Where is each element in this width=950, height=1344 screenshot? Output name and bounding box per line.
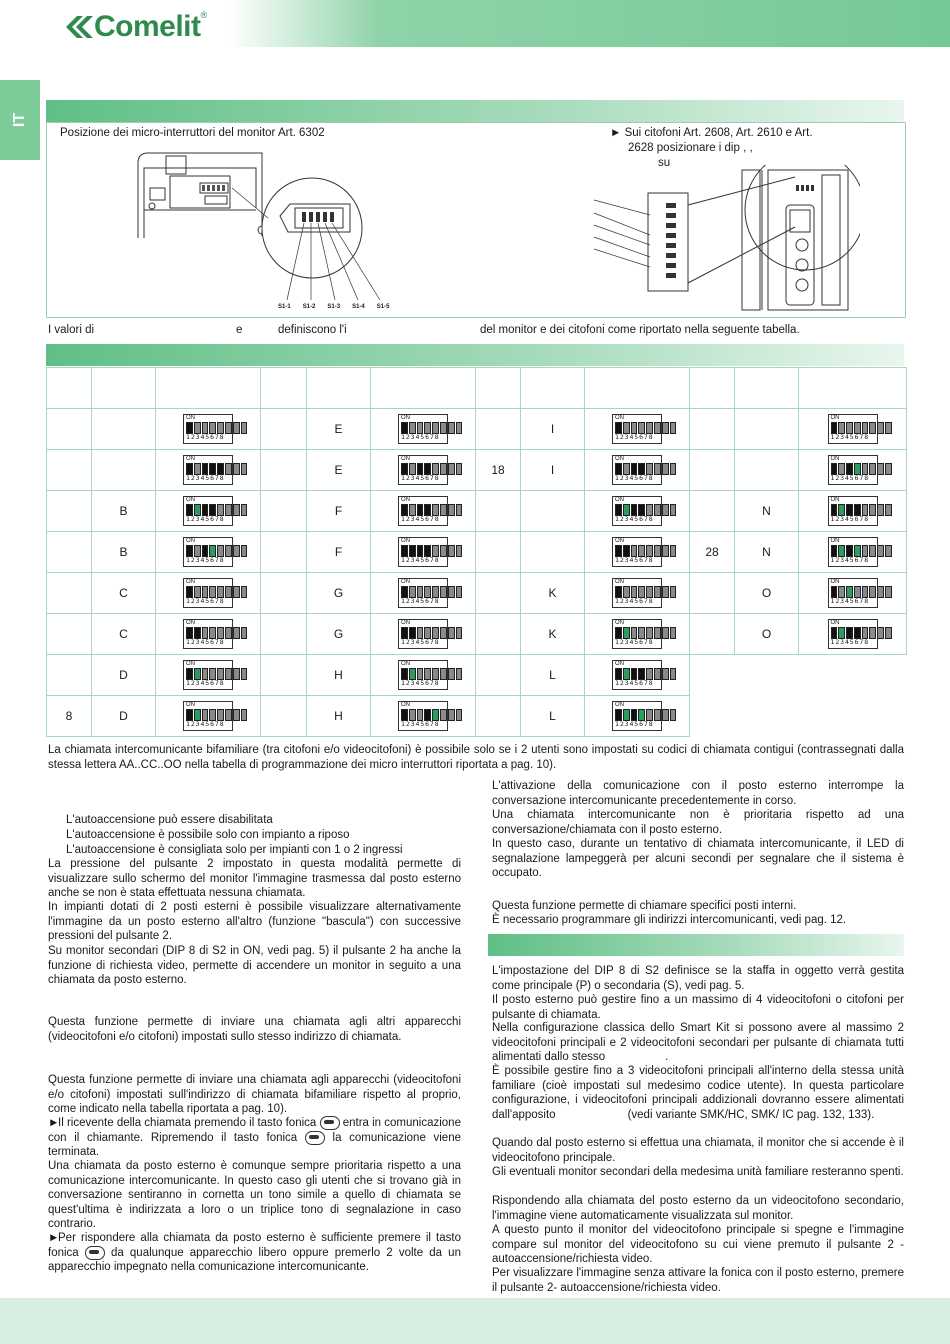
dip-on-label: ON [615, 497, 624, 503]
dip-numbers: 12345678 [615, 720, 654, 728]
dip-numbers: 12345678 [401, 679, 440, 687]
left-para-5: Questa funzione permette di inviare una chiamata agli apparecchi (videocitofoni e/o citofoni) impostati sull'indirizzo di chiamata bifamiliare rispetto al proprio, come indicato nella tabella riportata a pag. 10). [48, 1074, 461, 1115]
letter-cell: H [307, 696, 371, 737]
dip-on-label: ON [401, 661, 410, 667]
dip-switch-icon [183, 537, 233, 567]
code-cell [47, 532, 92, 573]
dip-numbers: 12345678 [186, 679, 225, 687]
dip-on-label: ON [401, 620, 410, 626]
letter-cell: G [307, 614, 371, 655]
letter-cell: F [307, 491, 371, 532]
dip-cell [371, 450, 476, 491]
right-para-9-text: È possibile gestire fino a 3 videocitofoni principali all'interno della stessa unità familiare (cioè impostati sul medesimo codice utente). In questa particolare configurazione, i videocitofoni principali addizionali dovranno essere alimentati dall'apposito [492, 1065, 904, 1121]
right-para-1: L'attivazione della comunicazione con il posto esterno interrompe la conversazione intercomunicante precedentemente in corso. [492, 780, 904, 807]
letter-cell: B [92, 491, 156, 532]
dip-cell [371, 614, 476, 655]
bullet-arrow-icon: ► [48, 1117, 60, 1130]
dip-on-label: ON [615, 456, 624, 462]
code-cell [476, 532, 521, 573]
programming-table [46, 367, 907, 737]
letter-cell: I [521, 409, 585, 450]
dip-cell [799, 532, 907, 573]
letter-cell: L [521, 655, 585, 696]
dip-on-label: ON [401, 497, 410, 503]
dip-cell [156, 409, 261, 450]
letter-cell [735, 409, 799, 450]
dip-on-label: ON [830, 456, 840, 462]
dip-numbers: 12345678 [615, 433, 654, 441]
code-cell [261, 409, 307, 450]
s1-5-label: S1-5 [376, 304, 390, 310]
autoaccensione-2: L'autoaccensione è possibile solo con impianto a riposo [66, 829, 350, 841]
figure-caption-right-1: ► Sui citofoni Art. 2608, Art. 2610 e Art. [610, 127, 813, 139]
dip-switch-icon [183, 455, 233, 485]
dip-numbers: 12345678 [830, 597, 870, 605]
dip-cell [156, 450, 261, 491]
dip-on-label: ON [615, 538, 624, 544]
dip-numbers: 12345678 [615, 556, 654, 564]
left-para-6: Una chiamata da posto esterno è comunque sempre prioritaria rispetto a una comunicazione intercomunicante. In questo caso gli utenti che si trovano già in conversazione sentiranno in cornetta un tono simile a quello di chiamata se quest'ultima è indirizzata a loro o un triplice tono di segnalazione in caso contrario. [48, 1160, 461, 1230]
letter-cell: N [735, 532, 799, 573]
dip-numbers: 12345678 [615, 638, 654, 646]
brand-name: Comelit [94, 10, 201, 43]
letter-cell: C [92, 614, 156, 655]
dip-switch-icon [398, 660, 448, 690]
dip-on-label: ON [186, 415, 195, 421]
right-para-5: È necessario programmare gli indirizzi intercomunicanti, vedi pag. 12. [492, 914, 847, 926]
dip-cell [585, 491, 690, 532]
dip-numbers: 12345678 [401, 720, 440, 728]
table-row [47, 409, 907, 450]
dip-numbers: 12345678 [186, 556, 225, 564]
code-cell [476, 409, 521, 450]
s1-2-label: S1-2 [302, 304, 316, 310]
code-cell [476, 573, 521, 614]
code-cell [47, 573, 92, 614]
s1-3-label: S1-3 [327, 304, 341, 310]
left-bullet-2 [48, 1231, 461, 1275]
phone-key-icon [85, 1246, 105, 1260]
letter-cell: H [307, 655, 371, 696]
dip-cell [799, 450, 907, 491]
code-cell [261, 696, 307, 737]
autoaccensione-1: L'autoaccensione può essere disabilitata [66, 814, 273, 826]
dip-numbers: 12345678 [401, 638, 440, 646]
dip-cell [585, 409, 690, 450]
dip-numbers: 12345678 [830, 515, 870, 523]
left-para-4: Questa funzione permette di inviare una chiamata agli altri apparecchi (videocitofoni e/o citofoni) impostati sullo stesso indirizzo di chiamata. [48, 1016, 461, 1043]
letter-cell: G [307, 573, 371, 614]
dip-switch-icon [828, 537, 878, 567]
dip-numbers: 12345678 [401, 474, 440, 482]
table-header-row [47, 368, 907, 409]
dip-switch-icon [828, 578, 878, 608]
right-para-7: Il posto esterno può gestire fino a un massimo di 4 videocitofoni o citofoni per pulsante di chiamata. [492, 994, 904, 1021]
right-para-3: In questo caso, durante un tentativo di chiamata intercomunicante, il LED di segnalazione lampeggerà per alcuni secondi per segnalare che il sistema è occupato. [492, 838, 904, 879]
dip-on-label: ON [186, 661, 195, 667]
dip-numbers: 12345678 [186, 474, 225, 482]
header-cell [585, 368, 690, 409]
table-row [47, 450, 907, 491]
letter-cell [92, 450, 156, 491]
dip-switch-icon [612, 619, 662, 649]
right-para-9-tail: (vedi variante SMK/HC, SMK/ IC pag. 132, 133). [627, 1108, 875, 1121]
dip-cell [585, 450, 690, 491]
header-cell [92, 368, 156, 409]
dip-cell [156, 614, 261, 655]
table-row [47, 573, 907, 614]
dip-cell [799, 491, 907, 532]
dip-switch-icon [398, 619, 448, 649]
table-row [47, 614, 907, 655]
dip-on-label: ON [615, 620, 624, 626]
dip-on-label: ON [830, 497, 840, 503]
dip-switch-icon [828, 619, 878, 649]
dip-numbers: 12345678 [830, 556, 870, 564]
bullet-1-text-c: la comunicazione viene terminata. [48, 1131, 461, 1159]
dip-on-label: ON [615, 579, 624, 585]
dip-switch-icon [828, 496, 878, 526]
dip-cell [585, 696, 690, 737]
dip-cell [156, 655, 261, 696]
bullet-2-text-b: da qualunque apparecchio libero oppure premerlo 2 volte da un apparecchio impegnato nella comunicazione intercomunicante. [48, 1246, 461, 1274]
code-cell [476, 696, 521, 737]
code-cell [261, 532, 307, 573]
header-cell [47, 368, 92, 409]
right-para-8 [492, 1021, 904, 1065]
dip-switch-icon [612, 414, 662, 444]
s1-labels [278, 304, 389, 310]
dip-numbers: 12345678 [615, 679, 654, 687]
letter-cell: O [735, 614, 799, 655]
dip-cell [799, 614, 907, 655]
dip-cell [585, 573, 690, 614]
dip-switch-icon [612, 496, 662, 526]
dip-on-label: ON [615, 415, 624, 421]
dip-cell [156, 532, 261, 573]
phone-key-icon [305, 1131, 325, 1145]
dip-on-label: ON [830, 415, 840, 421]
intro-part-2: e [236, 324, 243, 336]
table-row [47, 655, 907, 696]
dip-on-label: ON [401, 415, 410, 421]
dip-switch-icon [398, 578, 448, 608]
code-cell [261, 573, 307, 614]
code-cell [47, 409, 92, 450]
dip-numbers: 12345678 [830, 638, 870, 646]
dip-on-label: ON [615, 702, 624, 708]
dip-numbers: 12345678 [401, 597, 440, 605]
dip-on-label: ON [830, 538, 840, 544]
header-cell [799, 368, 907, 409]
dip-numbers: 12345678 [830, 474, 870, 482]
right-para-8-text: Nella configurazione classica dello Smart Kit si possono avere al massimo 2 videocitofoni principali e 2 videocitofoni secondari per pulsante di chiamata tutti alimentati dallo stesso [492, 1022, 904, 1063]
section-band-dip-position [46, 100, 904, 122]
dip-switch-icon [398, 537, 448, 567]
code-cell [47, 491, 92, 532]
code-cell [690, 573, 735, 614]
code-cell [261, 655, 307, 696]
empty-cell [690, 696, 907, 737]
dip-cell [156, 696, 261, 737]
dip-on-label: ON [401, 579, 410, 585]
registered-mark: ® [200, 10, 208, 20]
letter-cell [521, 491, 585, 532]
dip-on-label: ON [615, 661, 624, 667]
dip-cell [371, 532, 476, 573]
dip-cell [371, 409, 476, 450]
dip-numbers: 12345678 [615, 515, 654, 523]
right-para-11: Gli eventuali monitor secondari della medesima unità familiare resteranno spenti. [492, 1166, 904, 1178]
right-para-12: Rispondendo alla chiamata del posto esterno da un videocitofono secondario, l'immagine viene automaticamente visualizzata sul monitor. [492, 1195, 904, 1222]
figure-caption-left: Posizione dei micro-interruttori del monitor Art. 6302 [60, 127, 325, 139]
dip-cell [371, 655, 476, 696]
letter-cell: K [521, 573, 585, 614]
code-cell [47, 614, 92, 655]
dip-on-label: ON [401, 456, 410, 462]
right-para-9 [492, 1064, 904, 1122]
letter-cell: O [735, 573, 799, 614]
dip-on-label: ON [186, 456, 195, 462]
left-para-1: La pressione del pulsante 2 impostato in questa modalità permette di visualizzare sullo schermo del monitor l'immagine trasmessa dal posto esterno anche se non è stata effettuata nessuna chiamata. [48, 858, 461, 899]
header-cell [307, 368, 371, 409]
right-para-4: Questa funzione permette di chiamare specifici posti interni. [492, 900, 797, 912]
dip-on-label: ON [830, 579, 840, 585]
letter-cell: C [92, 573, 156, 614]
language-label: IT [11, 112, 28, 128]
letter-cell: E [307, 409, 371, 450]
code-cell [690, 614, 735, 655]
dip-cell [585, 614, 690, 655]
dip-switch-icon [612, 578, 662, 608]
intro-part-3: definiscono l'i [278, 324, 347, 336]
code-cell [690, 491, 735, 532]
header-cell [371, 368, 476, 409]
dip-cell [585, 532, 690, 573]
dip-switch-icon [398, 414, 448, 444]
s1-4-label: S1-4 [352, 304, 365, 310]
dip-numbers: 12345678 [186, 638, 225, 646]
dip-numbers: 12345678 [186, 515, 225, 523]
dip-switch-icon [183, 660, 233, 690]
header-cell [690, 368, 735, 409]
comelit-logo-icon [66, 16, 94, 38]
left-bullet-1 [48, 1116, 461, 1160]
dip-numbers: 12345678 [186, 597, 225, 605]
code-cell [476, 614, 521, 655]
dip-cell [799, 573, 907, 614]
letter-cell: F [307, 532, 371, 573]
left-para-2: In impianti dotati di 2 posti esterni è possibile visualizzare alternativamente l'immagine da un posto esterno all'altro (funzione "bascula") con successive pressioni del pulsante 2. [48, 901, 461, 942]
dip-switch-icon [183, 619, 233, 649]
header-cell [735, 368, 799, 409]
dip-cell [585, 655, 690, 696]
dip-switch-icon [612, 537, 662, 567]
letter-cell [735, 450, 799, 491]
code-cell [47, 450, 92, 491]
comelit-logo [66, 10, 207, 44]
footer-bar [0, 1298, 950, 1344]
dip-switch-icon [183, 701, 233, 731]
dip-cell [371, 491, 476, 532]
dip-switch-icon [612, 701, 662, 731]
dip-on-label: ON [186, 702, 195, 708]
dip-on-label: ON [401, 702, 410, 708]
dip-numbers: 12345678 [401, 515, 440, 523]
dip-numbers: 12345678 [830, 433, 870, 441]
dip-cell [156, 573, 261, 614]
bifamiliar-note: La chiamata intercomunicante bifamiliare (tra citofoni e/o videocitofoni) è possibile solo se i 2 utenti sono impostati su codici di chiamata contigui (contrassegnati dalla stessa lettera AA..CC..OO nella tabella di programmazione dei micro interruttori riportata a pag. 10). [48, 744, 904, 771]
dip-on-label: ON [830, 620, 840, 626]
header-cell [476, 368, 521, 409]
dip-on-label: ON [186, 579, 195, 585]
table-row [47, 532, 907, 573]
dip-on-label: ON [186, 620, 195, 626]
dip-cell [799, 409, 907, 450]
letter-cell [521, 532, 585, 573]
interphone-dip-drawing [590, 165, 860, 315]
figure-caption-right-2: 2628 posizionare i dip , , [628, 142, 753, 154]
dip-numbers: 12345678 [401, 433, 440, 441]
letter-cell: B [92, 532, 156, 573]
dip-on-label: ON [186, 538, 195, 544]
figure-caption-right-3: su [658, 157, 671, 169]
section-band-smart-kit [488, 934, 904, 956]
letter-cell [92, 409, 156, 450]
code-cell [690, 409, 735, 450]
dip-switch-icon [398, 701, 448, 731]
monitor-dip-drawing [130, 148, 400, 313]
right-para-2: Una chiamata intercomunicante non è prioritaria rispetto ad una conversazione/chiamata con il posto esterno. [492, 809, 904, 836]
right-para-6: L'impostazione del DIP 8 di S2 definisce se la staffa in oggetto verrà gestita come principale (P) o secondaria (S), vedi pag. 5. [492, 965, 904, 992]
dip-cell [371, 573, 476, 614]
intro-part-4: del monitor e dei citofoni come riportato nella seguente tabella. [480, 324, 800, 336]
letter-cell: E [307, 450, 371, 491]
code-cell [476, 655, 521, 696]
code-cell [261, 491, 307, 532]
code-cell: 18 [476, 450, 521, 491]
dip-switch-icon [828, 455, 878, 485]
letter-cell: D [92, 696, 156, 737]
phone-key-icon [320, 1116, 340, 1130]
dip-switch-icon [828, 414, 878, 444]
dip-numbers: 12345678 [615, 474, 654, 482]
code-cell [47, 655, 92, 696]
letter-cell: I [521, 450, 585, 491]
letter-cell: L [521, 696, 585, 737]
dip-on-label: ON [401, 538, 410, 544]
dip-switch-icon [183, 414, 233, 444]
dip-numbers: 12345678 [186, 720, 225, 728]
letter-cell: N [735, 491, 799, 532]
table-row [47, 491, 907, 532]
language-tab [0, 80, 40, 160]
bullet-arrow-icon: ► [48, 1232, 60, 1244]
code-cell [261, 614, 307, 655]
left-para-3: Su monitor secondari (DIP 8 di S2 in ON, vedi pag. 5) il pulsante 2 ha anche la funzione di richiesta video, permette di accendere un monitor in seguito a una chiamata da posto esterno. [48, 945, 461, 986]
autoaccensione-3: L'autoaccensione è consigliata solo per impianti con 1 o 2 ingressi [66, 844, 403, 856]
dip-switch-icon [183, 496, 233, 526]
right-para-14: Per visualizzare l'immagine senza attivare la fonica con il posto esterno, premere il pulsante 2- autoaccensione/richiesta video. [492, 1267, 904, 1294]
s1-1-label: S1-1 [278, 304, 291, 310]
table-row [47, 696, 907, 737]
dip-numbers: 12345678 [401, 556, 440, 564]
empty-cell [690, 655, 907, 696]
code-cell: 8 [47, 696, 92, 737]
dip-switch-icon [612, 660, 662, 690]
dip-cell [156, 491, 261, 532]
dip-switch-icon [398, 455, 448, 485]
dip-numbers: 12345678 [186, 433, 225, 441]
dip-switch-icon [612, 455, 662, 485]
right-para-8-end: . [665, 1051, 669, 1063]
bullet-1-text-b: entra in comunicazione con il chiamante. Ripremendo il tasto fonica [48, 1117, 461, 1144]
dip-numbers: 12345678 [615, 597, 654, 605]
dip-on-label: ON [186, 497, 195, 503]
code-cell [690, 450, 735, 491]
letter-cell: D [92, 655, 156, 696]
header-cell [261, 368, 307, 409]
bullet-2-text-a: Per rispondere alla chiamata da posto esterno è sufficiente premere il tasto fonica [48, 1232, 461, 1259]
dip-switch-icon [398, 496, 448, 526]
dip-cell [371, 696, 476, 737]
intro-part-1: I valori di [48, 324, 95, 336]
bullet-1-text-a: Il ricevente della chiamata premendo il tasto fonica [58, 1117, 317, 1130]
header-cell [156, 368, 261, 409]
code-cell [261, 450, 307, 491]
dip-switch-icon [183, 578, 233, 608]
header-cell [521, 368, 585, 409]
right-para-10: Quando dal posto esterno si effettua una chiamata, il monitor che si accende è il videocitofono principale. [492, 1137, 904, 1164]
code-cell: 28 [690, 532, 735, 573]
letter-cell: K [521, 614, 585, 655]
section-band-table [46, 344, 904, 366]
right-para-13: A questo punto il monitor del videocitofono principale si spegne e l'immagine compare sul monitor del videocitofono su cui viene premuto il pulsante 2 - autoaccensione/richiesta video. [492, 1224, 904, 1265]
code-cell [476, 491, 521, 532]
